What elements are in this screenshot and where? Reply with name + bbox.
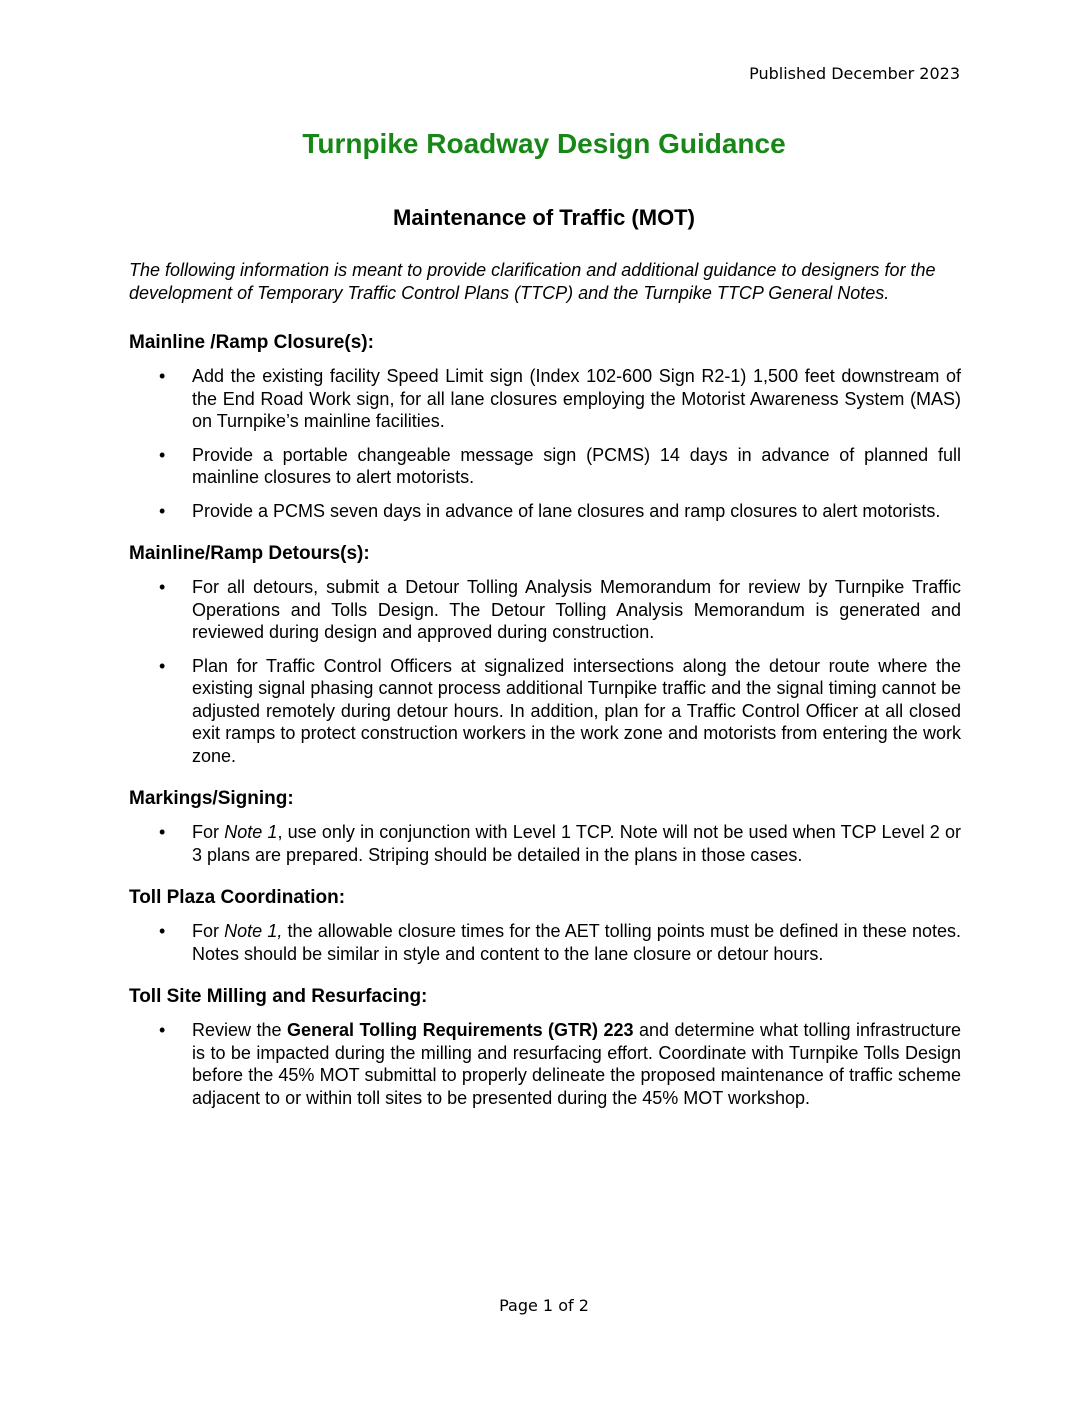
list-item-text: the allowable closure times for the AET tolling points must be defined in these notes. Notes should be similar in style and content to the lane closure or detour hours. bbox=[192, 921, 961, 964]
bullet-icon: • bbox=[159, 921, 166, 941]
intro-paragraph: The following information is meant to provide clarification and additional guidance to designers for the development of Temporary Traffic Control Plans (TTCP) and the Turnpike TTCP General Notes. bbox=[129, 260, 936, 303]
note-reference: Note 1 bbox=[224, 822, 278, 842]
detours-list bbox=[129, 576, 961, 767]
section-heading-markings: Markings/Signing: bbox=[129, 788, 294, 809]
document-title: Turnpike Roadway Design Guidance bbox=[302, 128, 786, 159]
note-reference: Note 1, bbox=[224, 921, 283, 941]
list-item-prefix: For bbox=[192, 921, 225, 941]
list-item-text: Plan for Traffic Control Officers at signalized intersections along the detour route where the existing signal phasing cannot process additional Turnpike traffic and the signal timing cannot be adjusted remotely during detour hours. In addition, plan for a Traffic Control Officer at all closed exit ramps to protect construction workers in the work zone and motorists from entering the work zone. bbox=[192, 655, 961, 766]
list-item-prefix: Review the bbox=[192, 1020, 287, 1040]
section-heading-detours: Mainline/Ramp Detours(s): bbox=[129, 543, 370, 564]
list-item bbox=[129, 920, 961, 965]
list-item bbox=[129, 444, 961, 489]
published-date: Published December 2023 bbox=[749, 64, 960, 83]
bullet-icon: • bbox=[159, 577, 166, 597]
section-heading-closures: Mainline /Ramp Closure(s): bbox=[129, 332, 374, 353]
bullet-icon: • bbox=[159, 822, 166, 842]
bullet-icon: • bbox=[159, 366, 166, 386]
list-item bbox=[129, 1019, 961, 1109]
bullet-icon: • bbox=[159, 444, 166, 465]
closures-list bbox=[129, 365, 961, 522]
document-body bbox=[129, 259, 961, 1129]
section-heading-milling: Toll Site Milling and Resurfacing: bbox=[129, 986, 428, 1007]
list-item-text: For all detours, submit a Detour Tolling Analysis Memorandum for review by Turnpike Traffic Operations and Tolls Design. The Detour Tolling Analysis Memorandum is generated and reviewed during design and approved during construction. bbox=[192, 577, 961, 642]
list-item-text: and determine what tolling infrastructure is to be impacted during the milling and resurfacing effort. Coordinate with Turnpike Tolls Design before the 45% MOT submittal to properly delineate the proposed maintenance of traffic scheme adjacent to or within toll sites to be presented during the 45% MOT workshop. bbox=[192, 1020, 962, 1108]
list-item-text: Provide a portable changeable message sign (PCMS) 14 days in advance of planned full mainline closures to alert motorists. bbox=[192, 444, 961, 487]
list-item-text: Provide a PCMS seven days in advance of lane closures and ramp closures to alert motorists. bbox=[192, 500, 941, 521]
list-item-prefix: For bbox=[192, 822, 225, 842]
bullet-icon: • bbox=[159, 500, 166, 521]
section-heading-toll-plaza: Toll Plaza Coordination: bbox=[129, 887, 346, 908]
toll-plaza-list bbox=[129, 920, 961, 965]
bullet-icon: • bbox=[159, 655, 166, 676]
gtr-reference: General Tolling Requirements (GTR) 223 bbox=[286, 1020, 634, 1040]
page-number: Page 1 of 2 bbox=[499, 1296, 589, 1315]
bullet-icon: • bbox=[159, 1020, 166, 1040]
list-item bbox=[129, 500, 961, 523]
list-item bbox=[129, 821, 961, 866]
list-item-text: Add the existing facility Speed Limit sign (Index 102-600 Sign R2-1) 1,500 feet downstream of the End Road Work sign, for all lane closures employing the Motorist Awareness System (MAS) on Turnpike’s mainline facilities. bbox=[192, 366, 961, 431]
list-item bbox=[129, 365, 961, 433]
milling-list bbox=[129, 1019, 961, 1109]
markings-list bbox=[129, 821, 961, 866]
document-subtitle: Maintenance of Traffic (MOT) bbox=[393, 205, 695, 230]
list-item bbox=[129, 655, 961, 768]
list-item-text: , use only in conjunction with Level 1 TCP. Note will not be used when TCP Level 2 or 3 plans are prepared. Striping should be detailed in the plans in those cases. bbox=[192, 822, 961, 865]
list-item bbox=[129, 576, 961, 644]
